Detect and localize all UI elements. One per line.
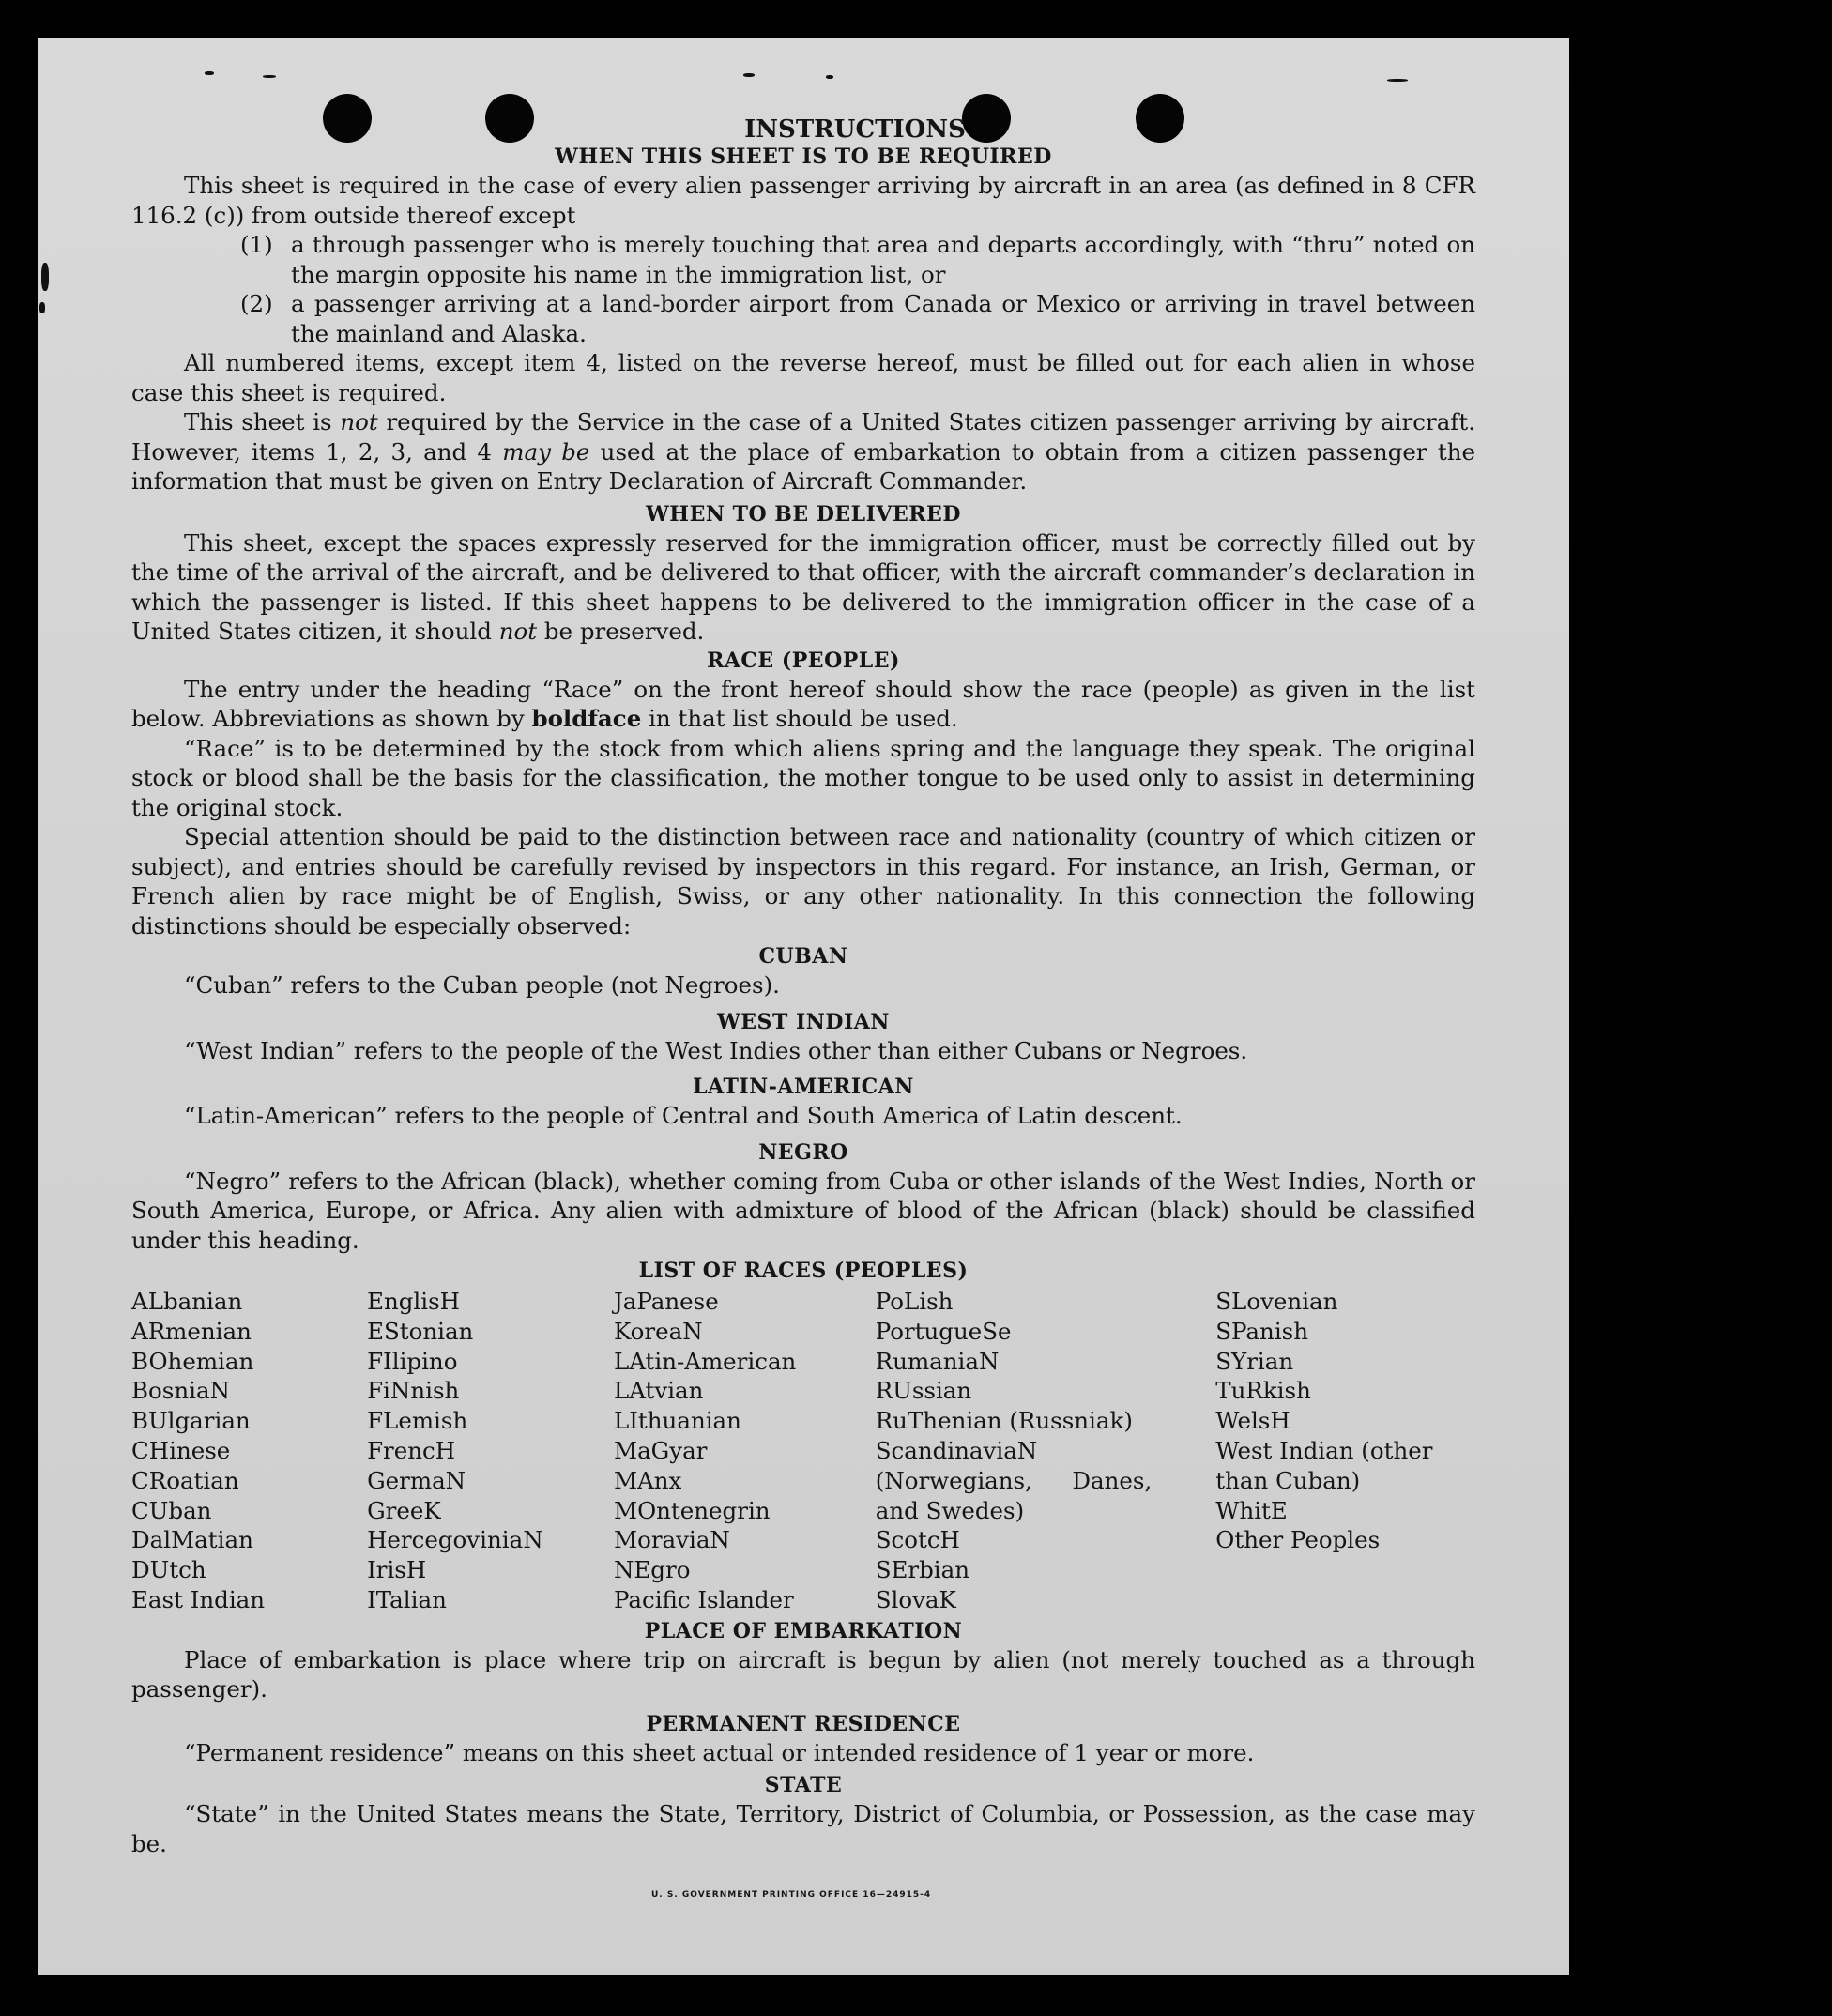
section-title-latin-american: LATIN-AMERICAN — [693, 1075, 914, 1099]
race-entry: BUlgarian — [131, 1407, 251, 1435]
race-column — [614, 1287, 876, 1615]
race-entry: PortugueSe — [875, 1317, 1012, 1345]
race-entry: TuRkish — [1215, 1377, 1311, 1405]
race-entry: RUssian — [875, 1377, 972, 1405]
race-entry: EStonian — [367, 1317, 474, 1345]
race-entry: RuThenian (Russniak) — [875, 1407, 1133, 1435]
section-title-when-delivered: WHEN TO BE DELIVERED — [646, 501, 961, 527]
race-entry: DalMatian — [131, 1526, 253, 1554]
exception-number: (2) — [240, 290, 273, 317]
race-entry: BosniaN — [131, 1377, 230, 1405]
race-entry: WhitE — [1215, 1496, 1288, 1524]
race-entry: FLemish — [367, 1407, 468, 1435]
scan-speck — [743, 73, 755, 77]
exception-item — [131, 289, 1475, 348]
race-entry: JaPanese — [613, 1288, 719, 1315]
race-entry: PoLish — [875, 1288, 954, 1315]
race-entry: ScandinaviaN (Norwegians, Danes, and Swedes) — [875, 1436, 1153, 1524]
section-title-residence: PERMANENT RESIDENCE — [646, 1711, 961, 1736]
residence-definition: “Permanent residence” means on this sheet actual or intended residence of 1 year or more. — [184, 1738, 1255, 1766]
race-entry: DUtch — [131, 1556, 206, 1584]
race-entry: MAnx — [613, 1466, 682, 1494]
scan-speck — [205, 71, 214, 75]
section-title-embarkation: PLACE OF EMBARKATION — [644, 1618, 963, 1643]
instructions-body — [131, 115, 1475, 1858]
race-entry: ITalian — [367, 1585, 447, 1613]
race-column — [367, 1287, 614, 1615]
race-entry: East Indian — [131, 1585, 266, 1613]
section-title-negro: NEGRO — [758, 1139, 848, 1165]
race-entry: LAtin-American — [613, 1347, 797, 1375]
race-entry: ARmenian — [131, 1317, 252, 1345]
exception-item — [131, 230, 1475, 289]
race-entry: ScotcH — [875, 1526, 960, 1554]
race-entry: SYrian — [1215, 1347, 1294, 1375]
section-title-west-indian: WEST INDIAN — [717, 1009, 890, 1034]
race-entry: CRoatian — [131, 1466, 239, 1494]
race-entry: IrisH — [367, 1556, 427, 1584]
race-entry: SErbian — [875, 1556, 970, 1584]
scan-speck — [1387, 79, 1408, 82]
race-entry: SPanish — [1215, 1317, 1309, 1345]
race-entry: GreeK — [367, 1496, 441, 1524]
embarkation-definition: Place of embarkation is place where trip on aircraft is begun by alien (not merely touched as a through passenger). — [131, 1645, 1475, 1703]
race-entry: Pacific Islander — [613, 1585, 794, 1613]
race-paragraph-2: “Race” is to be determined by the stock from which aliens spring and the language they speak. The original stock or blood shall be the basis for the classification, the mother tongue to be used only to assist in determining the original stock. — [131, 734, 1475, 821]
scan-speck — [41, 263, 49, 291]
race-entry: CUban — [131, 1496, 212, 1524]
race-entry: Other Peoples — [1215, 1526, 1381, 1554]
printer-imprint: U. S. GOVERNMENT PRINTING OFFICE 16—24915-4 — [651, 1890, 932, 1900]
state-definition: “State” in the United States means the State, Territory, District of Columbia, or Possession, as the case may be. — [131, 1800, 1475, 1857]
when-delivered-paragraph: This sheet, except the spaces expressly reserved for the immigration officer, must be correctly filled out by the time of the arrival of the aircraft, and be delivered to that officer, with the aircraft commander’s declaration in which the passenger is listed. If this sheet happens to be delivered to the immigration officer in the case of a United States citizen, it should not be preserved. — [131, 528, 1475, 645]
west-indian-definition: “West Indian” refers to the people of the West Indies other than either Cubans or Negroes. — [184, 1036, 1248, 1064]
latin-american-definition: “Latin-American” refers to the people of Central and South America of Latin descent. — [184, 1102, 1183, 1129]
section-title-state: STATE — [764, 1773, 843, 1798]
exception-text: a through passenger who is merely touching that area and departs accordingly, with “thru” noted on the margin opposite his name in the immigration list, or — [291, 231, 1475, 288]
race-paragraph-1: The entry under the heading “Race” on the front hereof should show the race (people) as given in the list below. Abbreviations as shown by boldface in that list should be used. — [131, 675, 1475, 732]
numbered-items-paragraph: All numbered items, except item 4, listed on the reverse hereof, must be filled out for each alien in whose case this sheet is required. — [131, 349, 1475, 406]
race-entry: SlovaK — [875, 1585, 956, 1613]
race-entry: FIlipino — [367, 1347, 458, 1375]
negro-definition: “Negro” refers to the African (black), whether coming from Cuba or other islands of the West Indies, North or South America, Europe, or Africa. Any alien with admixture of blood of the African (black) should be classified under this heading. — [131, 1167, 1475, 1254]
scan-speck — [263, 75, 276, 78]
race-entry: FrencH — [367, 1436, 456, 1464]
race-entry: CHinese — [131, 1436, 231, 1464]
race-entry: GermaN — [367, 1466, 466, 1494]
section-title-when-required: WHEN THIS SHEET IS TO BE REQUIRED — [555, 145, 1052, 169]
when-required-intro: This sheet is required in the case of every alien passenger arriving by aircraft in an area (as defined in 8 CFR 116.2 (c)) from outside thereof except — [131, 172, 1475, 229]
race-entry: HercegoviniaN — [367, 1526, 543, 1554]
citizen-paragraph: This sheet is not required by the Service in the case of a United States citizen passenger arriving by aircraft. However, items 1, 2, 3, and 4 may be used at the place of embarkation to obtain from a citizen passenger the information that must be given on Entry Declaration of Aircraft Commander. — [131, 408, 1475, 495]
race-entry: LAtvian — [613, 1377, 704, 1405]
race-entry: SLovenian — [1215, 1288, 1338, 1315]
scan-speck — [826, 75, 833, 79]
race-entry: MoraviaN — [613, 1526, 730, 1554]
race-entry: LIthuanian — [613, 1407, 741, 1435]
race-entry: KoreaN — [613, 1317, 703, 1345]
cuban-definition: “Cuban” refers to the Cuban people (not Negroes). — [184, 971, 780, 999]
race-entry: FiNnish — [367, 1377, 460, 1405]
section-title-list-of-races: LIST OF RACES (PEOPLES) — [638, 1259, 969, 1283]
race-entry: NEgro — [613, 1556, 691, 1584]
race-paragraph-3: Special attention should be paid to the distinction between race and nationality (country of which citizen or subject), and entries should be carefully revised by inspectors in this regard. For instance, an Irish, German, or French alien by race might be of English, Swiss, or any other nationality. In this connection the following distinctions should be especially observed: — [131, 823, 1475, 939]
race-entry: ALbanian — [131, 1288, 243, 1315]
race-entry: West Indian (other than Cuban) — [1215, 1436, 1433, 1494]
scan-speck — [39, 302, 45, 313]
race-entry: EnglisH — [367, 1288, 461, 1315]
section-title-cuban: CUBAN — [758, 944, 848, 969]
race-entry: MOntenegrin — [613, 1496, 771, 1524]
race-entry: RumaniaN — [875, 1347, 1000, 1375]
race-list — [131, 1287, 1475, 1615]
exception-text: a passenger arriving at a land-border airport from Canada or Mexico or arriving in travel between the mainland and Alaska. — [291, 290, 1475, 347]
exception-number: (1) — [240, 231, 273, 258]
race-column — [131, 1287, 367, 1615]
race-column — [1215, 1287, 1475, 1615]
race-entry: MaGyar — [613, 1436, 708, 1464]
race-entry: WelsH — [1215, 1407, 1290, 1435]
page-title: INSTRUCTIONS — [744, 115, 966, 144]
section-title-race: RACE (PEOPLE) — [707, 648, 900, 673]
race-entry: BOhemian — [131, 1347, 254, 1375]
race-column — [876, 1287, 1153, 1615]
